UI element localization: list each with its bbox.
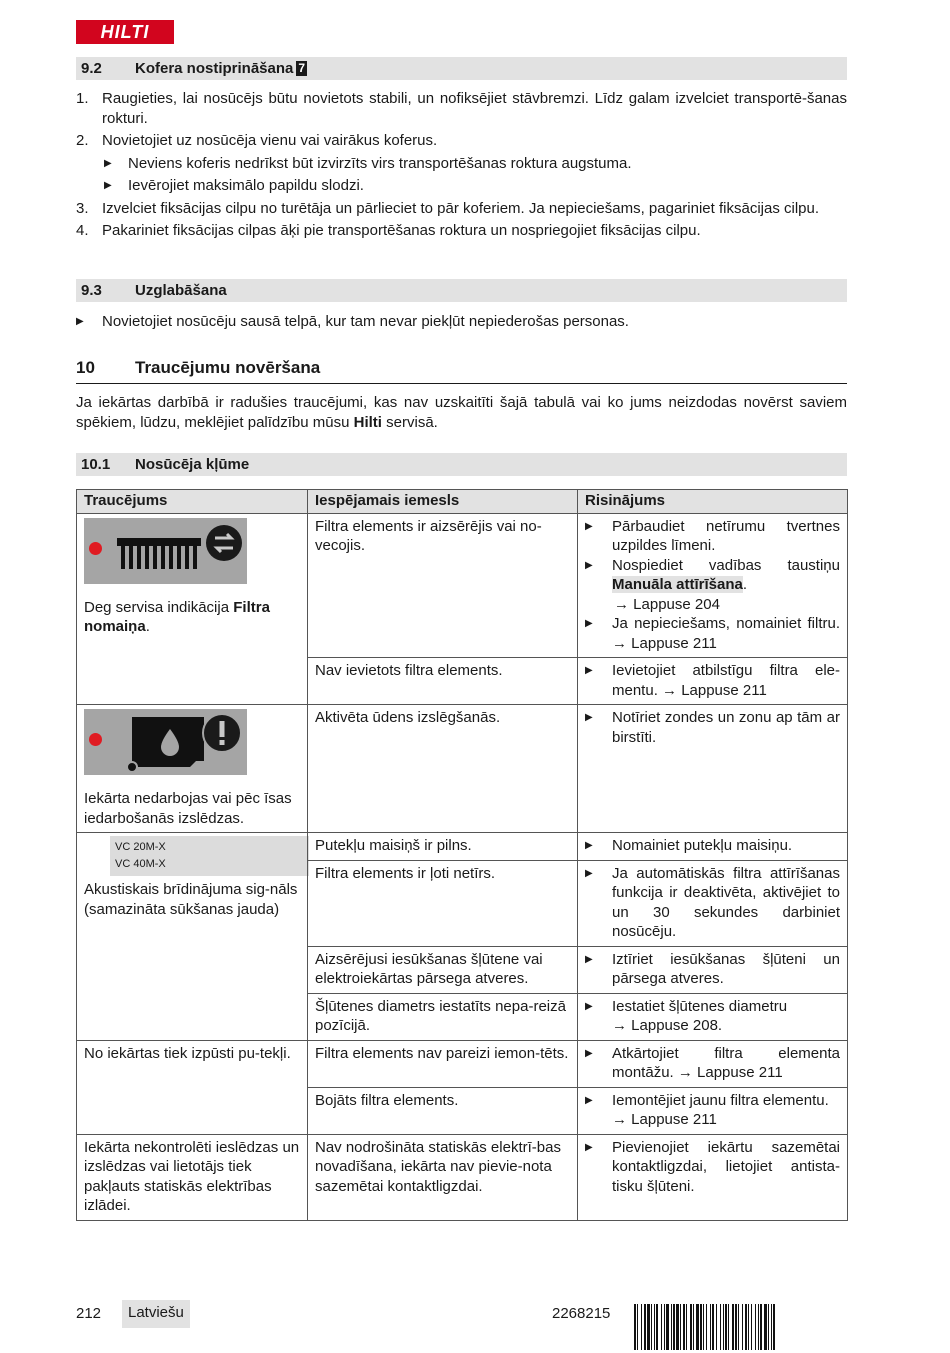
solution-item bbox=[585, 661, 840, 700]
barcode-bar bbox=[680, 1304, 681, 1350]
barcode-bar bbox=[664, 1304, 665, 1350]
barcode-bar bbox=[748, 1304, 749, 1350]
bullet-icon: ▶ bbox=[585, 559, 593, 571]
barcode-bar bbox=[773, 1304, 775, 1350]
solution-item bbox=[585, 556, 840, 615]
barcode-bar bbox=[696, 1304, 699, 1350]
barcode-bar bbox=[637, 1304, 638, 1350]
solution-text: Ja nepieciešams, nomainiet filtru. → Lappuse 211 bbox=[612, 615, 840, 652]
list-item bbox=[76, 131, 847, 151]
barcode-bar bbox=[654, 1304, 655, 1350]
barcode-bar bbox=[693, 1304, 694, 1350]
barcode-bar bbox=[673, 1304, 675, 1350]
barcode-bar bbox=[706, 1304, 707, 1350]
solution-item bbox=[585, 1138, 840, 1197]
bullet-icon: ▶ bbox=[104, 157, 112, 169]
fault-cell bbox=[77, 705, 308, 833]
chapter-title: Traucējumu novēršana bbox=[135, 358, 321, 377]
page-reference: → Lappuse 208. bbox=[612, 1017, 723, 1034]
barcode-bar bbox=[671, 1304, 672, 1350]
section-heading-10-1 bbox=[76, 453, 847, 476]
fault-cell bbox=[77, 513, 308, 705]
filter-graphic bbox=[84, 518, 247, 584]
bullet-icon: ▶ bbox=[585, 840, 593, 851]
intro-text-end: servisā. bbox=[381, 413, 438, 431]
chapter-number: 10 bbox=[76, 358, 95, 377]
item-text: Ievērojiet maksimālo papildu slodzi. bbox=[128, 177, 364, 194]
bullet-icon: ▶ bbox=[585, 618, 593, 629]
barcode-bar bbox=[686, 1304, 687, 1350]
solution-text: Iemontējiet jaunu filtra elementu. bbox=[612, 1091, 829, 1109]
barcode-bar bbox=[725, 1304, 727, 1350]
page-number: 212 bbox=[76, 1305, 102, 1322]
filter-exchange-icon bbox=[84, 518, 247, 584]
barcode-bar bbox=[745, 1304, 747, 1350]
bullet-icon: ▶ bbox=[585, 1094, 593, 1106]
solution-text: Nomainiet putekļu maisiņu. bbox=[612, 837, 793, 854]
solution-item bbox=[585, 708, 840, 747]
solution-item bbox=[585, 997, 840, 1036]
bullet-icon: ▶ bbox=[585, 953, 593, 965]
figure-badge: 7 bbox=[298, 61, 306, 75]
barcode-bar bbox=[716, 1304, 717, 1350]
solution-cell bbox=[578, 833, 848, 861]
model-list bbox=[110, 836, 309, 876]
barcode-bar bbox=[644, 1304, 646, 1350]
barcode bbox=[634, 1304, 847, 1350]
barcode-bar bbox=[647, 1304, 650, 1350]
section-title bbox=[135, 59, 307, 79]
cause-cell: Filtra elements ir ļoti netīrs. bbox=[308, 860, 578, 946]
table-row bbox=[77, 513, 848, 658]
solution-cell bbox=[578, 705, 848, 833]
solution-item bbox=[585, 1091, 840, 1130]
barcode-bar bbox=[755, 1304, 756, 1350]
solution-item bbox=[585, 1044, 840, 1083]
solution-cell bbox=[578, 1087, 848, 1134]
barcode-bar bbox=[700, 1304, 702, 1350]
cause-cell: Bojāts filtra elements. bbox=[308, 1087, 578, 1134]
solution-item bbox=[585, 614, 840, 653]
solution-item bbox=[585, 517, 840, 556]
section-heading-9-2 bbox=[76, 57, 847, 80]
barcode-bar bbox=[758, 1304, 759, 1350]
list-item bbox=[76, 221, 847, 241]
document-code: 2268215 bbox=[552, 1305, 611, 1322]
section-title: Uzglabāšana bbox=[135, 282, 227, 299]
item-number: 4. bbox=[76, 222, 89, 239]
bullet-icon: ▶ bbox=[76, 316, 84, 327]
fault-text-end: . bbox=[145, 618, 150, 635]
fault-cell bbox=[77, 833, 308, 1041]
fault-text: Iekārta nedarbojas vai pēc īsas iedarbošanās izslēdzas. bbox=[84, 790, 292, 827]
cause-cell: Aktivēta ūdens izslēgšanās. bbox=[308, 705, 578, 833]
barcode-bar bbox=[712, 1304, 714, 1350]
bullet-icon: ▶ bbox=[585, 867, 593, 879]
item-text: Pakariniet fiksācijas cilpas āķi pie transportēšanas roktura un nospriegojiet fiksācijas cilpu. bbox=[102, 222, 701, 239]
solution-text-end: . bbox=[742, 576, 748, 593]
steps-list-9-3 bbox=[76, 312, 847, 335]
table-header-row bbox=[77, 490, 848, 514]
barcode-bar bbox=[651, 1304, 652, 1350]
barcode-bar bbox=[661, 1304, 662, 1350]
barcode-bar bbox=[728, 1304, 729, 1350]
language-label: Latviešu bbox=[122, 1300, 190, 1328]
hilti-logo bbox=[76, 20, 174, 44]
list-item bbox=[76, 89, 847, 128]
item-text: Izvelciet fiksācijas cilpu no turētāja un pārlieciet to pār koferiem. Ja nepieciešams, pagariniet fiksācijas cilpu. bbox=[102, 199, 820, 217]
cause-cell: Filtra elements ir aizsērējis vai no-vecojis. bbox=[308, 513, 578, 658]
solution-text: Nospiediet vadības taustiņu bbox=[612, 556, 840, 574]
column-header-cause: Iespējamais iemesls bbox=[308, 490, 578, 514]
column-header-solution: Risinājums bbox=[578, 490, 848, 514]
table-row bbox=[77, 705, 848, 833]
section-title: Nosūcēja kļūme bbox=[135, 456, 250, 473]
solution-text: Pievienojiet iekārtu sazemētai kontaktligzdai, lietojiet antista-tisku šļūteni. bbox=[612, 1138, 840, 1195]
bullet-icon: ▶ bbox=[585, 1000, 593, 1012]
barcode-bar bbox=[656, 1304, 658, 1350]
solution-text: Ievietojiet atbilstīgu filtra ele-mentu. → Lappuse 211 bbox=[612, 662, 840, 699]
table-row bbox=[77, 1040, 848, 1087]
barcode-bar bbox=[738, 1304, 739, 1350]
barcode-bar bbox=[720, 1304, 721, 1350]
water-stop-warning-icon bbox=[84, 709, 247, 775]
solution-cell bbox=[578, 946, 848, 993]
list-item bbox=[76, 312, 847, 332]
fault-text: Deg servisa indikācija bbox=[84, 598, 234, 616]
table-row bbox=[77, 1134, 848, 1220]
bullet-icon: ▶ bbox=[585, 1047, 593, 1059]
cause-cell: Putekļu maisiņš ir pilns. bbox=[308, 833, 578, 861]
solution-text: Pārbaudiet netīrumu tvertnes uzpildes līmeni. bbox=[612, 517, 840, 554]
barcode-bar bbox=[742, 1304, 743, 1350]
solution-text: Ja automātiskās filtra attīrīšanas funkcija ir deaktivēta, aktivējiet to un 30 sekundes darbiniet nosūcēju. bbox=[612, 864, 840, 940]
fault-text: Akustiskais brīdinājuma sig-nāls (samazināta sūkšanas jauda) bbox=[84, 881, 298, 918]
item-text: Raugieties, lai nosūcējs būtu novietots stabili, un nofiksējiet stāvbremzi. Līdz galam izvelciet transportē-šanas rokturi. bbox=[102, 90, 847, 127]
solution-cell bbox=[578, 993, 848, 1040]
barcode-bar bbox=[732, 1304, 734, 1350]
solution-cell bbox=[578, 1134, 848, 1220]
steps-list-9-2 bbox=[76, 89, 847, 244]
solution-cell bbox=[578, 1040, 848, 1087]
button-label-highlight: Manuāla attīrīšana bbox=[612, 576, 743, 593]
logo-text: HILTI bbox=[100, 22, 150, 42]
barcode-bar bbox=[723, 1304, 724, 1350]
barcode-bar bbox=[760, 1304, 762, 1350]
solution-item bbox=[585, 864, 840, 942]
model-name: VC 20M-X bbox=[115, 841, 166, 853]
barcode-bar bbox=[703, 1304, 704, 1350]
barcode-bar bbox=[676, 1304, 679, 1350]
item-number: 3. bbox=[76, 199, 89, 217]
item-text: Novietojiet uz nosūcēja vienu vai vairākus koferus. bbox=[102, 132, 438, 149]
fault-cell: Iekārta nekontrolēti ieslēdzas un izslēdzas vai lietotājs tiek pakļauts statiskās elektrības izlādei. bbox=[77, 1134, 308, 1220]
solution-text: Notīriet zondes un zonu ap tām ar birstīti. bbox=[612, 709, 840, 746]
barcode-bar bbox=[683, 1304, 685, 1350]
bullet-icon: ▶ bbox=[585, 712, 593, 723]
cause-cell: Filtra elements nav pareizi iemon-tēts. bbox=[308, 1040, 578, 1087]
troubleshooting-table bbox=[76, 489, 848, 1221]
barcode-bar bbox=[690, 1304, 692, 1350]
bullet-icon: ▶ bbox=[104, 180, 112, 191]
section-number: 9.2 bbox=[81, 60, 102, 77]
bullet-icon: ▶ bbox=[585, 665, 593, 676]
solution-item bbox=[585, 836, 840, 856]
section-title-text: Kofera nostiprināšana bbox=[135, 60, 294, 77]
barcode-bar bbox=[710, 1304, 711, 1350]
barcode-bar bbox=[641, 1304, 642, 1350]
list-item bbox=[76, 199, 847, 219]
solution-text: Atkārtojiet filtra elementa montāžu. → Lappuse 211 bbox=[612, 1044, 840, 1081]
list-item bbox=[76, 176, 847, 196]
intro-text: Ja iekārtas darbībā ir radušies traucējumi, kas nav uzskaitīti šajā tabulā vai ko jums neizdodas novērst saviem spēkiem, lūdzu, meklējiet palīdzību mūsu bbox=[76, 394, 847, 431]
column-header-fault: Traucējums bbox=[77, 490, 308, 514]
cause-cell: Aizsērējusi iesūkšanas šļūtene vai elektroiekārtas pārsega atveres. bbox=[308, 946, 578, 993]
barcode-bar bbox=[666, 1304, 669, 1350]
bullet-icon: ▶ bbox=[585, 1141, 593, 1153]
list-item bbox=[76, 154, 847, 174]
water-tank-graphic bbox=[84, 709, 247, 775]
solution-text: Iestatiet šļūtenes diametru bbox=[612, 997, 788, 1015]
solution-cell bbox=[578, 513, 848, 658]
barcode-bar bbox=[764, 1304, 767, 1350]
solution-cell bbox=[578, 658, 848, 705]
brand-name: Hilti bbox=[353, 413, 382, 431]
item-number: 2. bbox=[76, 132, 89, 149]
barcode-bar bbox=[735, 1304, 737, 1350]
section-number: 10.1 bbox=[81, 456, 111, 473]
section-heading-9-3 bbox=[76, 279, 847, 302]
item-text: Novietojiet nosūcēju sausā telpā, kur tam nevar piekļūt nepiederošas personas. bbox=[102, 313, 629, 330]
barcode-bar bbox=[634, 1304, 636, 1350]
cause-cell: Nav nodrošināta statiskās elektrī-bas novadīšana, iekārta nav pievie-nota sazemētai kontaktligzdai. bbox=[308, 1134, 578, 1220]
barcode-bar bbox=[771, 1304, 772, 1350]
fault-text-bold: Filtra nomaiņa bbox=[84, 598, 270, 635]
chapter-heading-10 bbox=[76, 358, 847, 384]
page-reference: → Lappuse 204 bbox=[614, 595, 720, 613]
solution-item bbox=[585, 950, 840, 989]
page-reference: → Lappuse 211 bbox=[612, 1111, 717, 1128]
model-name: VC 40M-X bbox=[115, 858, 166, 870]
fault-cell: No iekārtas tiek izpūsti pu-tekļi. bbox=[77, 1040, 308, 1134]
solution-text: Iztīriet iesūkšanas šļūteni un pārsega atveres. bbox=[612, 950, 840, 987]
item-number: 1. bbox=[76, 90, 89, 107]
table-row bbox=[77, 833, 848, 861]
barcode-bar bbox=[751, 1304, 752, 1350]
cause-cell: Šļūtenes diametrs iestatīts nepa-reizā pozīcijā. bbox=[308, 993, 578, 1040]
item-text: Neviens koferis nedrīkst būt izvirzīts virs transportēšanas roktura augstuma. bbox=[128, 154, 632, 172]
barcode-bar bbox=[768, 1304, 769, 1350]
chapter-intro bbox=[76, 393, 847, 432]
bullet-icon: ▶ bbox=[585, 520, 593, 532]
cause-cell: Nav ievietots filtra elements. bbox=[308, 658, 578, 705]
section-number: 9.3 bbox=[81, 282, 102, 299]
solution-cell bbox=[578, 860, 848, 946]
